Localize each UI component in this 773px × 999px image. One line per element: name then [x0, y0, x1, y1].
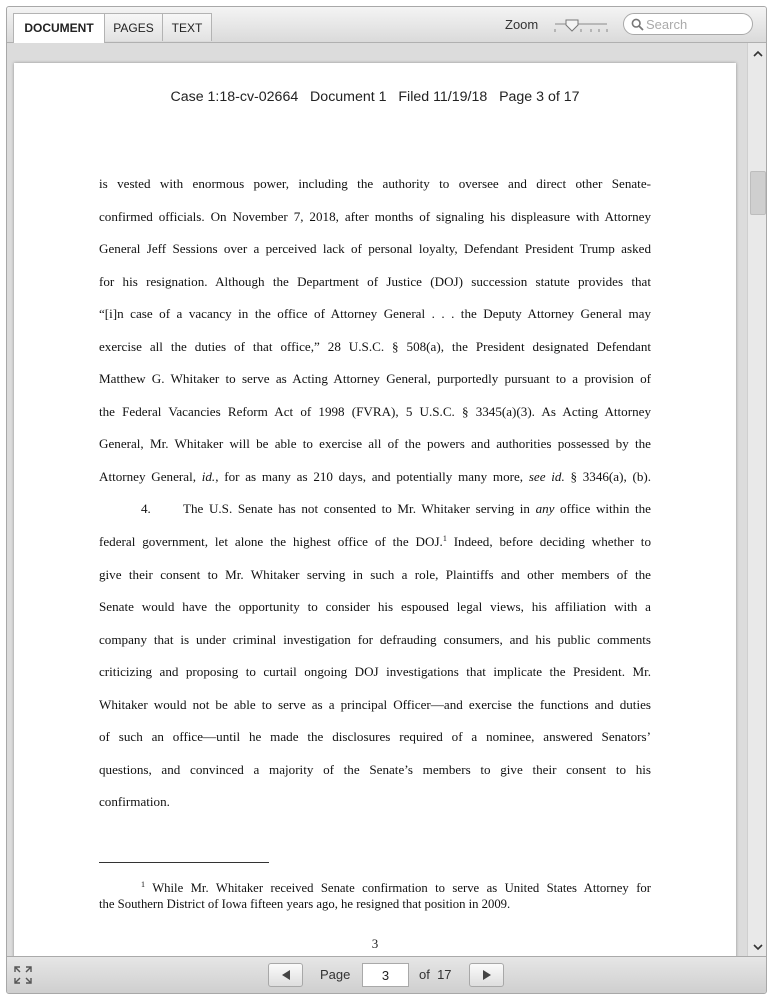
scroll-thumb[interactable]: [750, 171, 766, 215]
page-area[interactable]: [7, 43, 747, 958]
tab-text[interactable]: TEXT: [162, 13, 212, 41]
chevron-up-icon: [753, 50, 763, 58]
text-line: Whitaker would not be able to serve as a principal Officer—and exercise the functions and duties: [99, 697, 651, 712]
footnote-line: [141, 880, 651, 896]
text-line: [99, 533, 651, 550]
text-line: questions, and convinced a majority of the Senate’s members to give their consent to his: [99, 762, 651, 777]
chevron-down-icon: [753, 943, 763, 951]
page-number: 3: [371, 936, 379, 951]
text-line: is vested with enormous power, including the authority to oversee and direct other Senate-: [99, 176, 651, 191]
document-page: [14, 63, 736, 958]
page-count-label: of 17: [419, 967, 452, 982]
prev-page-icon: [280, 969, 292, 981]
bottom-navigation-bar: [7, 956, 766, 993]
prev-page-button[interactable]: [268, 963, 303, 987]
text-line: General Jeff Sessions over a perceived lack of personal loyalty, Defendant President Trump asked: [99, 241, 651, 256]
text-line: company that is under criminal investigation for defrauding consumers, and his public comments: [99, 632, 651, 647]
case-header: Case 1:18-cv-02664 Document 1 Filed 11/19/18 Page 3 of 17: [170, 89, 580, 105]
text-run: Indeed, before deciding whether to: [446, 534, 651, 549]
search-input[interactable]: [646, 16, 746, 32]
text-line: of such an office—until he made the disclosures required of a nominee, answered Senators’: [99, 729, 651, 744]
next-page-button[interactable]: [469, 963, 504, 987]
search-box[interactable]: [623, 13, 753, 35]
text-line: [183, 500, 651, 517]
text-line: [99, 468, 651, 485]
text-line: exercise all the duties of that office,” 28 U.S.C. § 508(a), the President designated Defendant: [99, 339, 651, 354]
text-line: the Federal Vacancies Reform Act of 1998 (FVRA), 5 U.S.C. § 3345(a)(3). As Acting Attorney: [99, 404, 651, 419]
emphasis-any: any: [535, 501, 555, 516]
page-number-input[interactable]: [362, 963, 409, 987]
scroll-down-button[interactable]: [748, 940, 767, 956]
tab-document[interactable]: DOCUMENT: [13, 13, 105, 43]
text-run: office within the: [554, 501, 651, 516]
footnote-marker: 1: [141, 880, 145, 889]
text-line: give their consent to Mr. Whitaker serving in such a role, Plaintiffs and other members of the: [99, 567, 651, 582]
next-page-icon: [481, 969, 493, 981]
text-line: “[i]n case of a vacancy in the office of Attorney General . . . the Deputy Attorney General may: [99, 306, 651, 321]
text-run: , for as many as 210 days, and potentially many more,: [215, 469, 529, 484]
text-run: The U.S. Senate has not consented to Mr. Whitaker serving in: [183, 501, 536, 516]
text-line: for his resignation. Although the Department of Justice (DOJ) succession statute provides that: [99, 274, 651, 289]
text-line: confirmed officials. On November 7, 2018, after months of signaling his displeasure with Attorney: [99, 209, 651, 224]
text-run: Attorney General,: [99, 469, 202, 484]
search-icon: [631, 18, 644, 31]
tab-pages[interactable]: PAGES: [104, 13, 163, 41]
vertical-scrollbar[interactable]: [747, 43, 767, 958]
footnote-line: the Southern District of Iowa fifteen years ago, he resigned that position in 2009.: [99, 897, 511, 911]
citation-id: id.: [201, 469, 216, 484]
fullscreen-icon[interactable]: [13, 965, 33, 985]
toolbar: [7, 7, 766, 43]
text-line: Senate would have the opportunity to consider his espoused legal views, his affiliation with a: [99, 599, 651, 614]
text-run: § 3346(a), (b).: [564, 469, 652, 484]
zoom-label: Zoom: [505, 17, 539, 32]
zoom-slider[interactable]: [553, 17, 609, 35]
scroll-up-button[interactable]: [748, 47, 767, 63]
footnote-divider: [99, 862, 269, 863]
page-label: Page: [320, 967, 351, 982]
paragraph-number: 4.: [141, 501, 151, 516]
footnote-reference[interactable]: 1: [442, 534, 447, 543]
document-viewer: [6, 6, 767, 994]
text-line: confirmation.: [99, 794, 170, 809]
citation-see-id: see id.: [528, 469, 565, 484]
text-line: criticizing and proposing to curtail ongoing DOJ investigations that implicate the President. Mr.: [99, 664, 651, 679]
text-line: Matthew G. Whitaker to serve as Acting Attorney General, purportedly pursuant to a provision of: [99, 371, 651, 386]
text-run: While Mr. Whitaker received Senate confirmation to serve as United States Attorney for: [145, 881, 651, 895]
text-line: General, Mr. Whitaker will be able to exercise all of the powers and authorities possessed by the: [99, 436, 651, 451]
text-run: federal government, let alone the highest office of the DOJ.: [99, 534, 443, 549]
